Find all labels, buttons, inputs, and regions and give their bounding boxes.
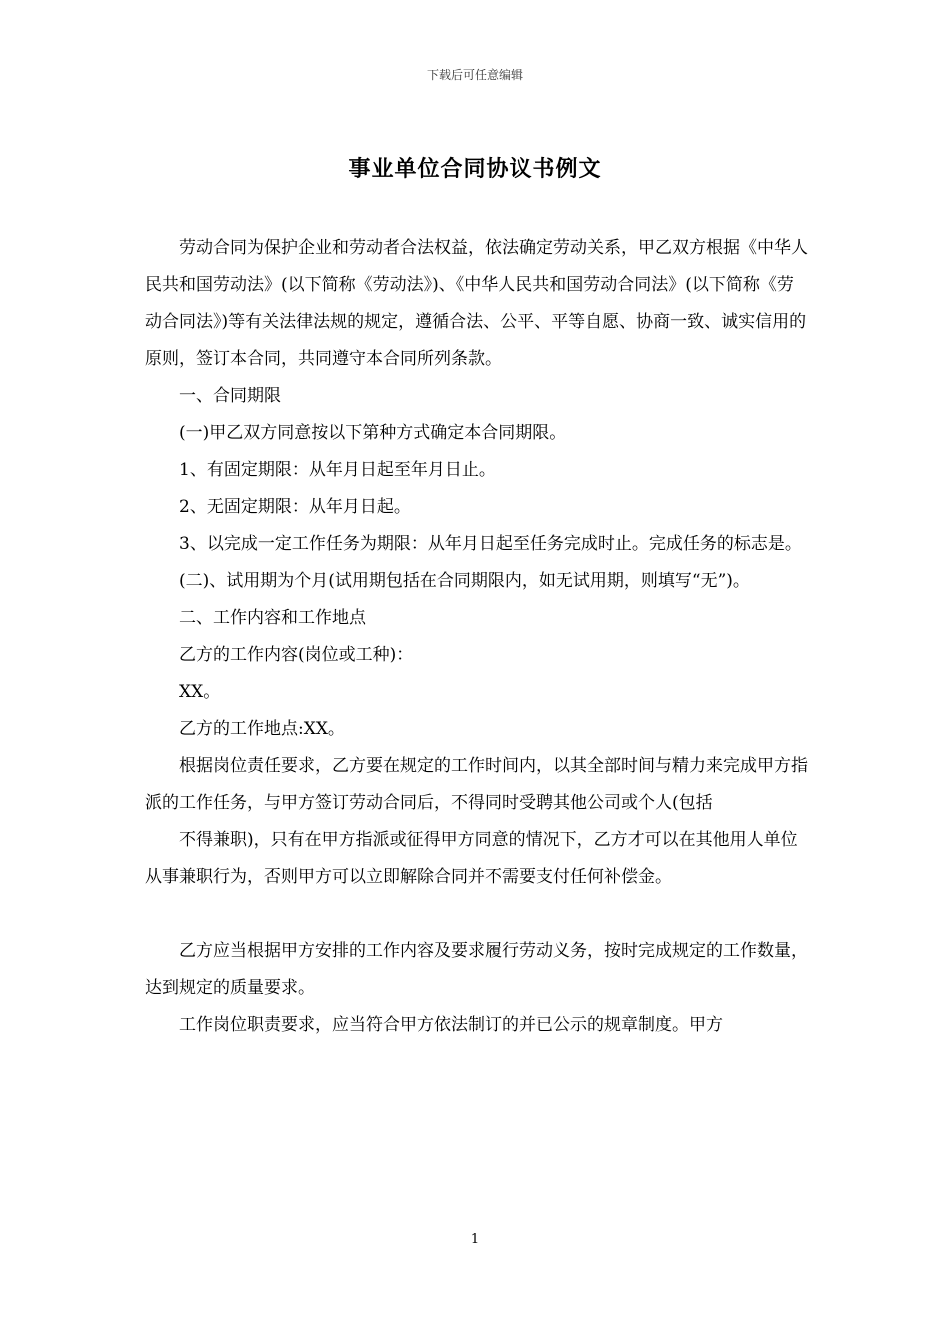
paragraph-open-term: 2、无固定期限：从年月日起。	[179, 497, 411, 517]
header-note: 下载后可任意编辑	[426, 68, 523, 82]
page-number: 1	[470, 1232, 480, 1247]
paragraph-work-location: 乙方的工作地点:XX。	[179, 719, 345, 739]
paragraph-work-content: 乙方的工作内容(岗位或工种)：	[179, 645, 414, 665]
paragraph-intro: 劳动合同为保护企业和劳动者合法权益，依法确定劳动关系，甲乙双方根据《中华人民共和国劳动法》(以下简称《劳动法》)、《中华人民共和国劳动合同法》(以下简称《劳动合同法》)等有关法律法规的规定，遵循合法、公平、平等自愿、协商一致、诚实信用的原则，签订本合同，共同遵守本合同所列条款。	[145, 238, 808, 369]
paragraph-obligation: 乙方应当根据甲方安排的工作内容及要求履行劳动义务，按时完成规定的工作数量，达到规定的质量要求。	[145, 941, 808, 998]
document-body	[145, 230, 810, 1044]
paragraph-work-content-value: XX。	[179, 682, 221, 702]
paragraph-probation: (二)、试用期为个月(试用期包括在合同期限内，如无试用期，则填写“无”)。	[179, 571, 750, 591]
section-heading-work: 二、工作内容和工作地点	[179, 608, 366, 628]
paragraph-fixed-term: 1、有固定期限：从年月日起至年月日止。	[179, 460, 496, 480]
section-heading-term: 一、合同期限	[179, 386, 281, 406]
paragraph-task-term: 3、以完成一定工作任务为期限：从年月日起至任务完成时止。完成任务的标志是。	[179, 534, 802, 554]
paragraph-term-method: (一)甲乙双方同意按以下第种方式确定本合同期限。	[179, 423, 567, 443]
document-title: 事业单位合同协议书例文	[348, 156, 602, 182]
paragraph-rules: 工作岗位职责要求，应当符合甲方依法制订的并已公示的规章制度。甲方	[179, 1015, 723, 1035]
paragraph-duty-requirement: 根据岗位责任要求，乙方要在规定的工作时间内，以其全部时间与精力来完成甲方指派的工作任务，与甲方签订劳动合同后，不得同时受聘其他公司或个人(包括	[145, 756, 808, 813]
paragraph-no-part-time: 不得兼职)，只有在甲方指派或征得甲方同意的情况下，乙方才可以在其他用人单位从事兼职行为，否则甲方可以立即解除合同并不需要支付任何补偿金。	[145, 830, 798, 887]
